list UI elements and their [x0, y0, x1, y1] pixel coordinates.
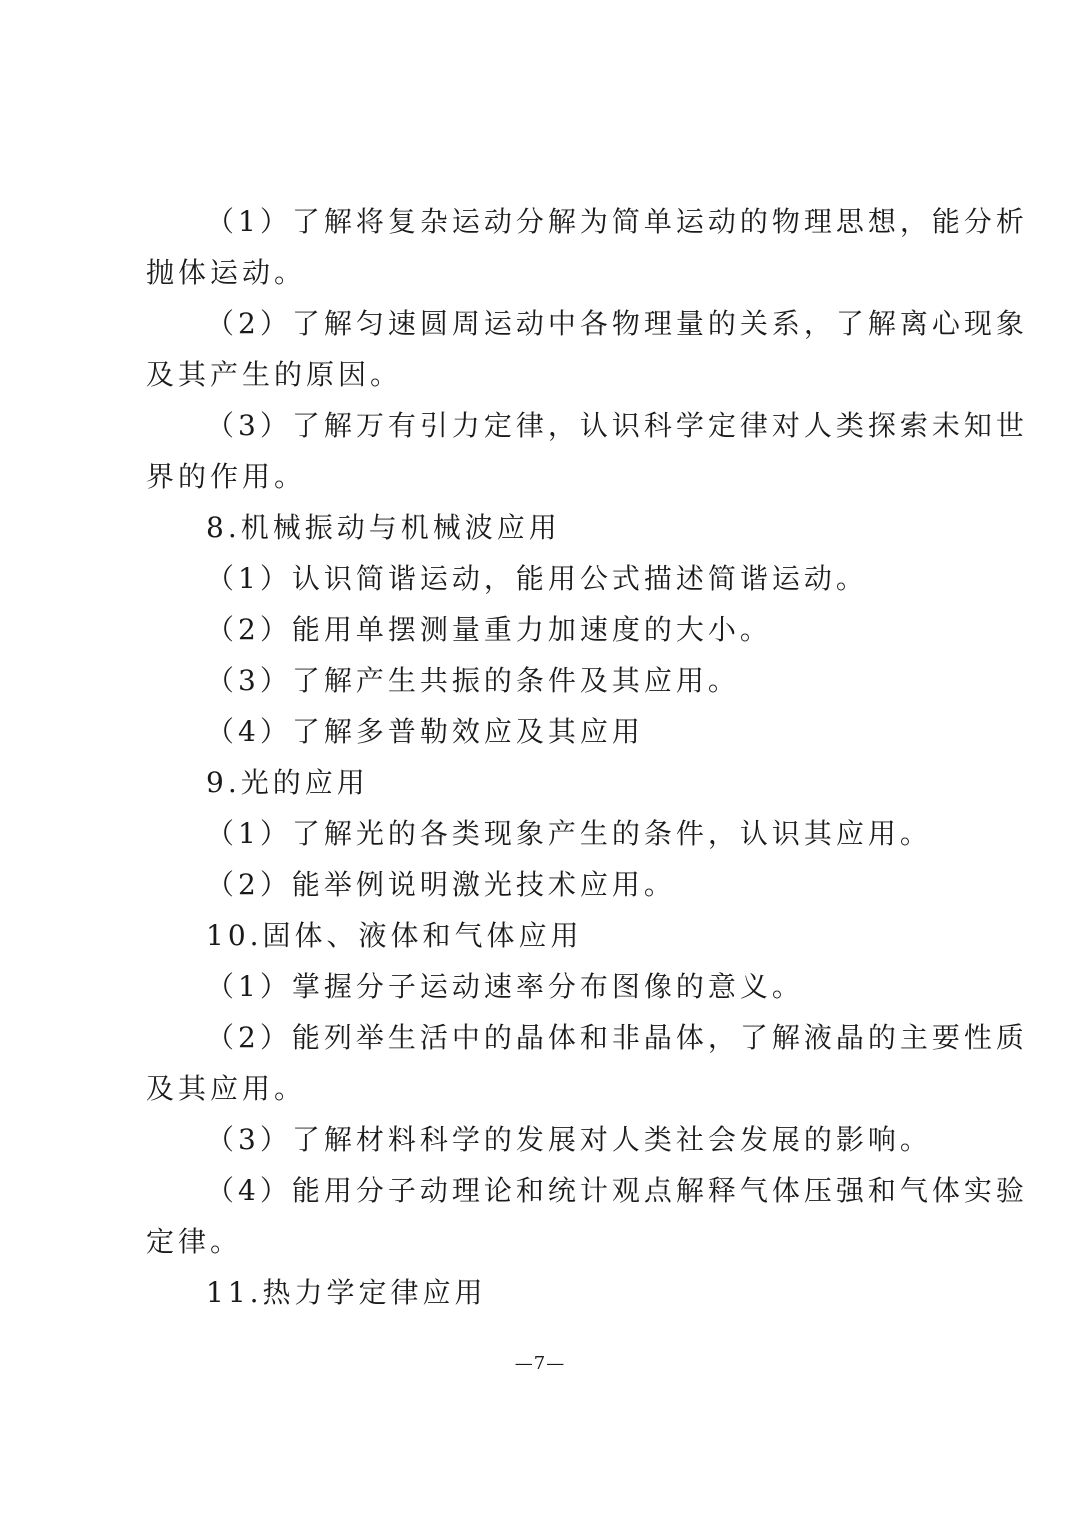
- page-number: —7—: [514, 1353, 566, 1374]
- text-line: （2）能举例说明激光技术应用。: [206, 868, 676, 901]
- text-line: （4）能用分子动理论和统计观点解释气体压强和气体实验: [206, 1174, 1028, 1207]
- text-line: 定律。: [146, 1225, 243, 1258]
- text-line: （2）了解匀速圆周运动中各物理量的关系，了解离心现象: [206, 307, 1028, 340]
- text-line: 界的作用。: [146, 460, 307, 493]
- section-heading: 8.机械振动与机械波应用: [206, 511, 561, 544]
- text-line: 及其应用。: [146, 1072, 307, 1105]
- section-heading: 11.热力学定律应用: [206, 1276, 487, 1309]
- text-line: （4）了解多普勒效应及其应用: [206, 715, 644, 748]
- text-line: 抛体运动。: [146, 256, 307, 289]
- text-line: （2）能用单摆测量重力加速度的大小。: [206, 613, 772, 646]
- text-line: （1）掌握分子运动速率分布图像的意义。: [206, 970, 804, 1003]
- text-line: （2）能列举生活中的晶体和非晶体，了解液晶的主要性质: [206, 1021, 1028, 1054]
- text-line: （3）了解万有引力定律，认识科学定律对人类探索未知世: [206, 409, 1028, 442]
- text-line: 及其产生的原因。: [146, 358, 403, 391]
- section-heading: 9.光的应用: [206, 766, 369, 799]
- text-line: （1）认识简谐运动，能用公式描述简谐运动。: [206, 562, 868, 595]
- text-line: （3）了解材料科学的发展对人类社会发展的影响。: [206, 1123, 932, 1156]
- text-line: （1）了解光的各类现象产生的条件，认识其应用。: [206, 817, 932, 850]
- section-heading: 10.固体、液体和气体应用: [206, 919, 583, 952]
- text-line: （1）了解将复杂运动分解为简单运动的物理思想，能分析: [206, 205, 1028, 238]
- text-line: （3）了解产生共振的条件及其应用。: [206, 664, 740, 697]
- body-text: [146, 196, 1028, 1318]
